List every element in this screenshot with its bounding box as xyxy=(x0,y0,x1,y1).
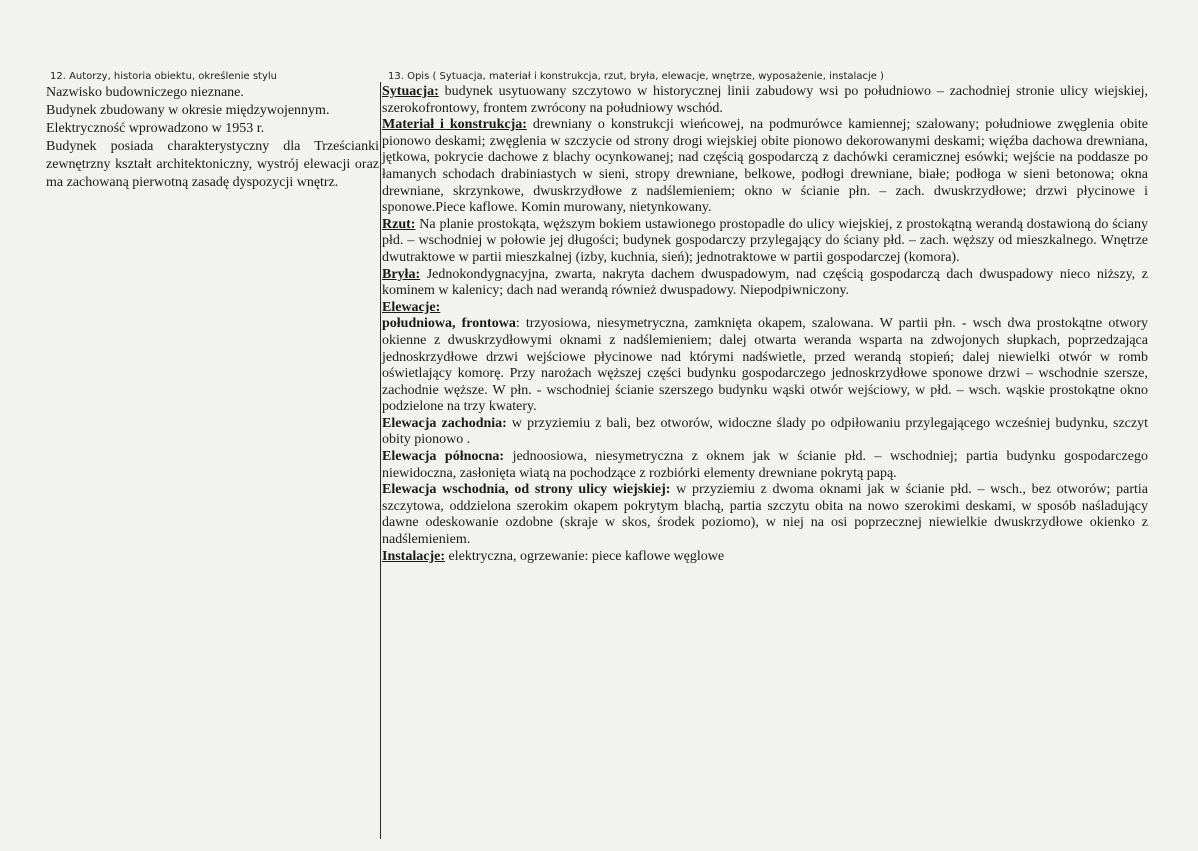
elewacja-polnocna-text: jednoosiowa, niesymetryczna z oknem jak w ścianie płd. – wschodniej; partia budynku gospodarczego niewidoczna, zasłonięta wiatą na pochodzące z rozbiórki elementy drewniane pokrytą papą. xyxy=(382,449,1148,481)
builder-name-note: Nazwisko budowniczego nieznane. xyxy=(46,85,244,100)
elewacja-zachodnia-label: Elewacja zachodnia: xyxy=(382,415,507,431)
instalacje-label: Instalacje: xyxy=(382,548,445,564)
elewacje-heading xyxy=(382,300,1148,317)
section-13-heading: 13. Opis ( Sytuacja, materiał i konstrukcja, rzut, bryła, elewacje, wnętrze, wyposażenie, instalacje ) xyxy=(388,71,884,82)
instalacje-text: elektryczna, ogrzewanie: piece kaflowe węglowe xyxy=(445,548,725,564)
rzut-label: Rzut: xyxy=(382,216,416,232)
elewacja-zachodnia-text: w przyziemiu z bali, bez otworów, widoczne ślady po odpiłowaniu przylegającego wcześniej budynku, szczyt obity pionowo . xyxy=(382,415,1149,448)
elewacja-wschodnia-paragraph xyxy=(382,482,1148,548)
material-text: drewniany o konstrukcji wieńcowej, na podmurówce kamiennej; szalowany; południowe zwęglenia obite pionowo deskami; zwęglenia w szczycie od strony drogi wiejskiej obite pionowo dekorowanymi deskami; więźba dachowa drewniana, jętkowa, pokrycie dachowe z blachy ocynkowanej; nad częścią gospodarczą z dachówki ceramicznej esówki; wejście na poddasze po łamanych schodach drabiniastych w sieni, stropy drewniane, belkowe, podłogi drewniane, białe; podłoga w sieni betonowa; okna drewniane, skrzynkowe, dwuskrzydłowe z nadślemieniem; okno w ścianie płn. – zach. dwuskrzydłowe; drzwi płycinowe i sponowe.Piece kaflowe. Komin murowany, nietynkowany. xyxy=(382,117,1148,216)
instalacje-paragraph xyxy=(382,549,1148,566)
sytuacja-label: Sytuacja: xyxy=(382,84,439,99)
section-13-description xyxy=(382,70,1148,565)
section-12-authors-history xyxy=(46,70,379,193)
character-note: Budynek posiada charakterystyczny dla Trześcianki zewnętrzny kształt architektoniczny, wystrój elewacji oraz ma zachowaną pierwotną zasadę dyspozycji wnętrz. xyxy=(46,139,379,191)
elewacja-zachodnia-paragraph xyxy=(382,416,1148,449)
sytuacja-paragraph xyxy=(382,84,1148,117)
construction-period-note: Budynek zbudowany w okresie międzywojennym. xyxy=(46,103,330,119)
elewacja-poludniowa-paragraph xyxy=(382,316,1148,416)
material-label: Materiał i konstrukcja: xyxy=(382,117,527,133)
elewacja-wschodnia-text: w przyziemiu z dwoma oknami jak w ścianie płd. – wsch., bez otworów; partia szczytowa, oddzielona szerokim okapem pokrytym blachą, partia szczytu obita na nowo szerokimi deskami, w sposób naśladujący dawne odeskowanie ozdobne (skraje w skos, środek poziomo), w niej na osi poprzecznej niewielkie dwuskrzydłowe okienko z nadślemieniem. xyxy=(382,482,1148,548)
bryla-label: Bryła: xyxy=(382,266,421,282)
sytuacja-text: budynek usytuowany szczytowo w historycznej linii zabudowy wsi po południowo – zachodniej stronie ulicy wiejskiej, szerokofrontowy, frontem zwrócony na południowy wschód. xyxy=(382,84,1148,116)
elewacje-label: Elewacje: xyxy=(382,299,441,315)
bryla-text: Jednokondygnacyjna, zwarta, nakryta dachem dwuspadowym, nad częścią gospodarczą dach dwuspadowy nieco niższy, z kominem w kalenicy; dach nad werandą również dwuspadowy. Niepodpiwniczony. xyxy=(382,266,1148,299)
material-paragraph xyxy=(382,117,1148,217)
section-12-heading: 12. Autorzy, historia obiektu, określenie stylu xyxy=(50,71,278,82)
rzut-paragraph xyxy=(382,217,1148,267)
elewacja-polnocna-label: Elewacja północna: xyxy=(382,449,505,465)
rzut-text: Na planie prostokąta, węższym bokiem ustawionego prostopadle do ulicy wiejskiej, z prostokątną werandą dostawioną do ściany płd. – wschodniej w połowie jej długości; budynek gospodarczy przylegający do ściany płd. – zach. węższy od mieszkalnego. Wnętrze dwutraktowe w partii mieszkalnej (izby, kuchnia, sień); jednotraktowe w partii gospodarczej (komora). xyxy=(382,216,1148,265)
electricity-note: Elektryczność wprowadzono w 1953 r. xyxy=(46,121,265,137)
elewacja-poludniowa-label: południowa, frontowa xyxy=(382,316,516,332)
column-divider xyxy=(380,82,381,839)
elewacja-polnocna-paragraph xyxy=(382,449,1148,482)
bryla-paragraph xyxy=(382,267,1148,300)
elewacja-poludniowa-text: : trzyosiowa, niesymetryczna, zamknięta okapem, szalowana. W partii płn. - wsch dwa prostokątne otwory okienne z dwuskrzydłowymi oknami z nadślemieniem; dalej otwarta weranda wsparta na zdwojonych słupkach, poprzedzająca jednoskrzydłowe drzwi wejściowe płycinowe nad którymi nadświetle, przed werandą stopień; dalej niewielki otwór w romb oświetlający komorę. Przy narożach węższej części budynku gospodarczego jednoskrzydłowe sponowe drzwi – wschodnie szersze, zachodnie węższe. W płn. - wschodniej ścianie szerszego budynku wąski otwór wejściowy, w płd. – wsch. wąskie prostokątne okno podzielone na trzy kwatery. xyxy=(382,316,1149,415)
elewacja-wschodnia-label: Elewacja wschodnia, od strony ulicy wiejskiej: xyxy=(382,482,671,498)
